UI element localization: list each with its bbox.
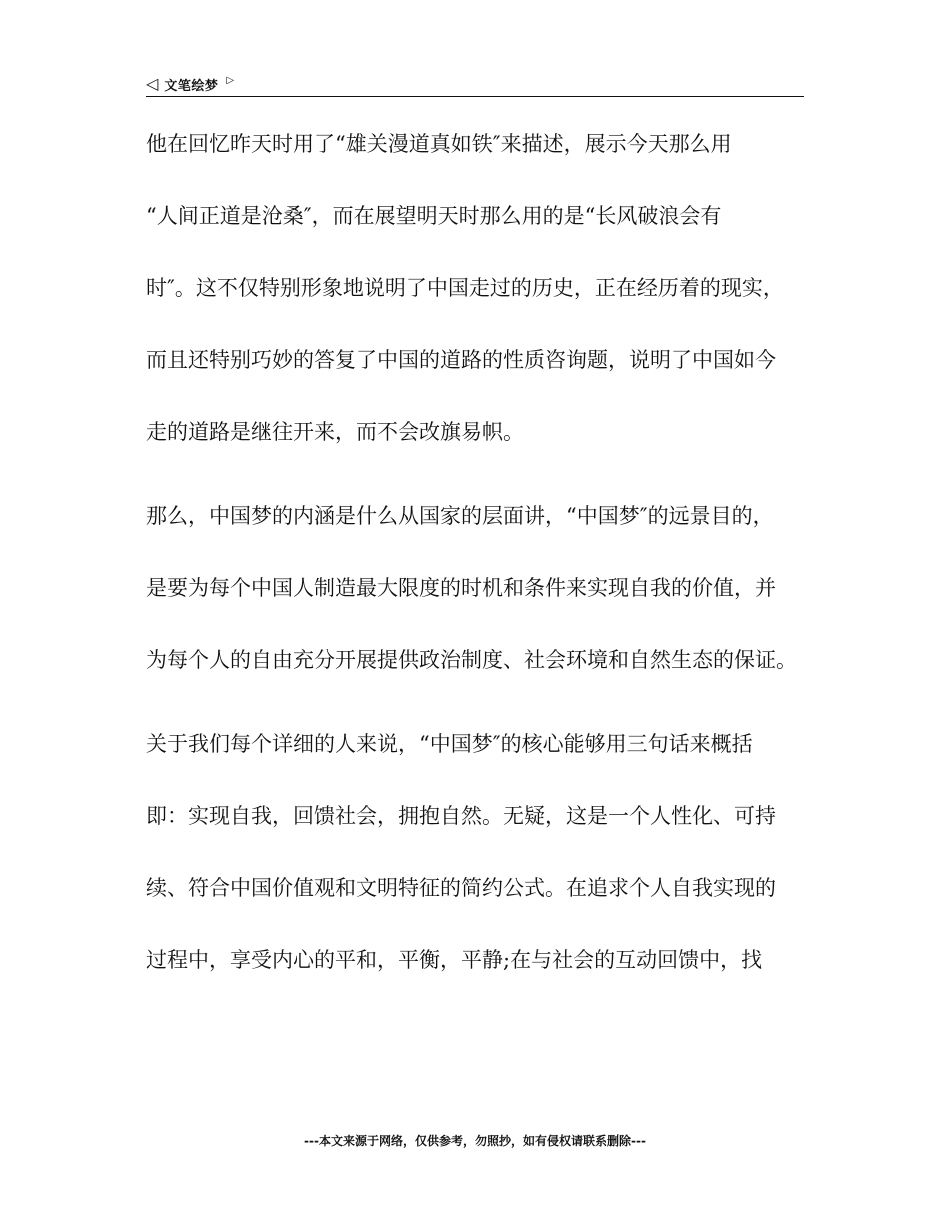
text-line: 关于我们每个详细的人来说，“中国梦″的核心能够用三句话来概括 (146, 732, 753, 756)
text-line: 过程中，享受内心的平和，平衡，平静;在与社会的互动回馈中，找 (146, 948, 763, 972)
text-line: 续、符合中国价值观和文明特征的简约公式。在追求个人自我实现的 (146, 876, 776, 900)
paragraph-3 (146, 726, 811, 978)
text-line: 走的道路是继往开来，而不会改旗易帜。 (146, 420, 524, 444)
paragraph-2 (146, 498, 811, 678)
triangle-left-icon: ◁ (146, 74, 159, 93)
text-line: 即：实现自我，回馈社会，拥抱自然。无疑，这是一个人性化、可持 (146, 804, 776, 828)
page-header (146, 72, 804, 97)
header-title: 文笔绘梦 (164, 78, 219, 94)
text-line: “人间正道是沧桑″，而在展望明天时那么用的是“长风破浪会有 (146, 204, 722, 228)
text-line: 为每个人的自由充分开展提供政治制度、社会环境和自然生态的保证。 (146, 648, 797, 672)
text-line: 是要为每个中国人制造最大限度的时机和条件来实现自我的价值，并 (146, 576, 776, 600)
triangle-right-icon: ▷ (226, 75, 235, 86)
paragraph-1 (146, 126, 811, 450)
text-line: 他在回忆昨天时用了“雄关漫道真如铁″来描述，展示今天那么用 (146, 132, 732, 156)
document-body (146, 126, 811, 1002)
text-line: 时″。这不仅特别形象地说明了中国走过的历史，正在经历着的现实， (146, 276, 784, 300)
text-line: 而且还特别巧妙的答复了中国的道路的性质咨询题，说明了中国如今 (146, 348, 776, 372)
page-footer: ---本文来源于网络，仅供参考，勿照抄，如有侵权请联系删除--- (304, 1134, 646, 1148)
text-line: 那么，中国梦的内涵是什么从国家的层面讲，“中国梦″的远景目的， (146, 504, 774, 528)
